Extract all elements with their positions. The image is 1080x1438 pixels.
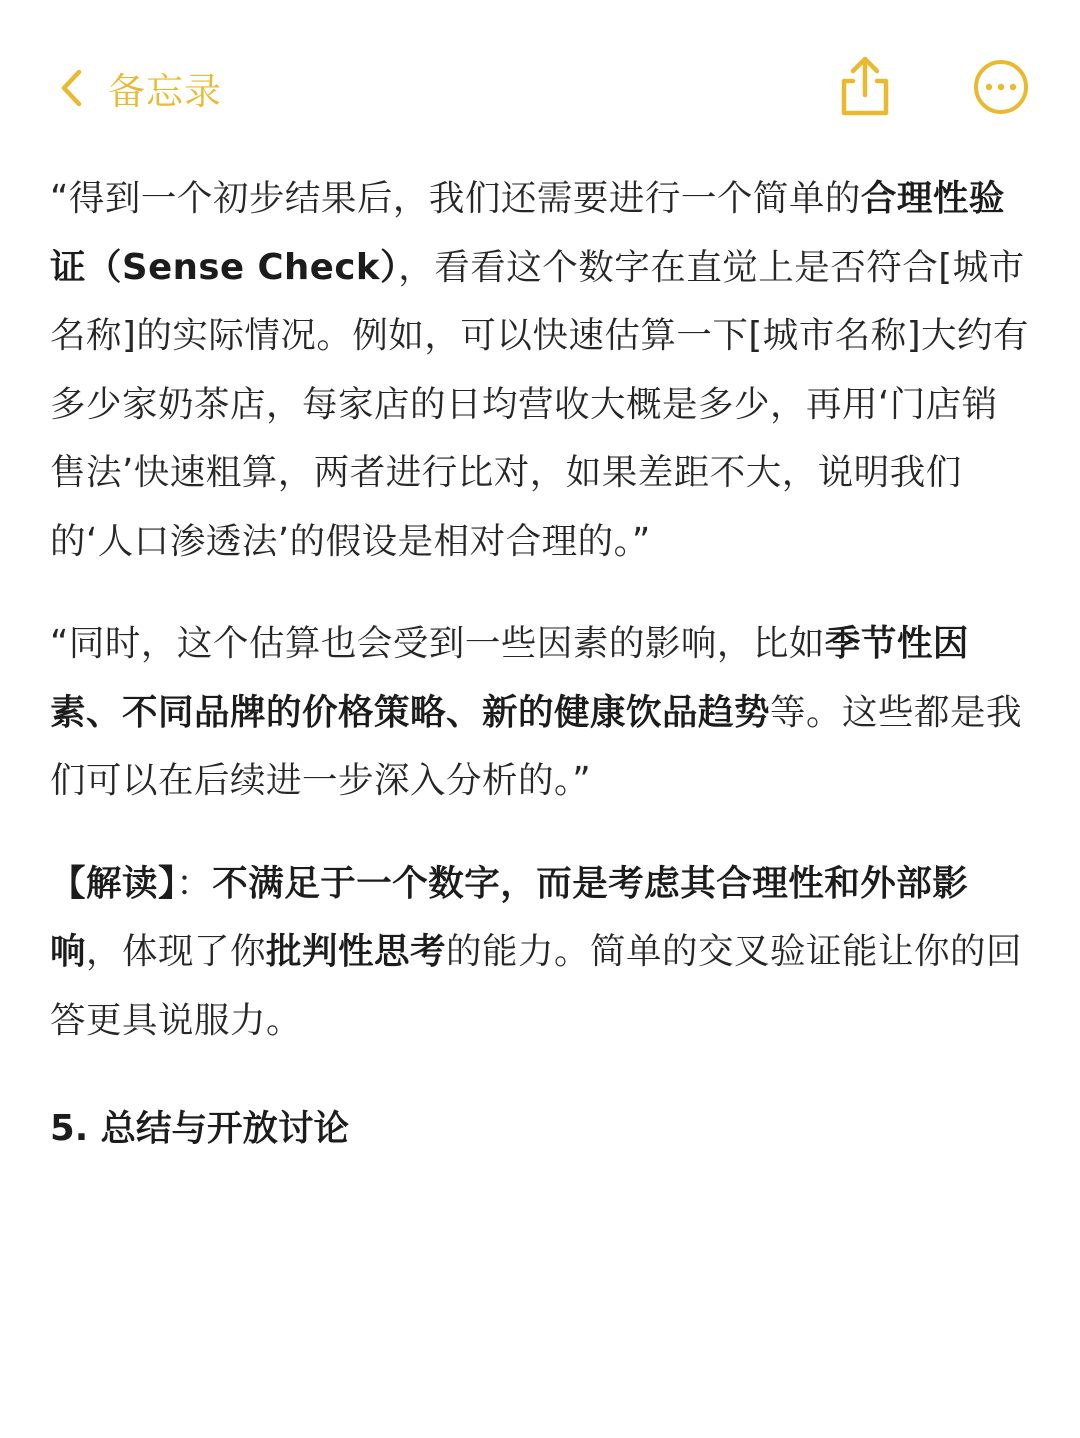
back-label: 备忘录 <box>108 70 222 113</box>
navigation-bar <box>0 0 1080 175</box>
bold-text-run: 合理性验证（Sense Check） <box>50 178 1005 288</box>
bold-text-run: 批判性思考 <box>266 931 447 972</box>
share-button[interactable] <box>836 55 894 117</box>
share-icon <box>836 102 894 121</box>
bold-text-run: 季节性因素、不同品牌的价格策略、新的健康饮品趋势 <box>50 623 969 733</box>
text-run: ，体现了你 <box>86 931 267 972</box>
bold-text-run: 【解读】 <box>50 862 177 904</box>
text-run: ： <box>176 862 213 904</box>
paragraph-influencing-factors <box>50 610 1030 816</box>
ellipsis-circle-icon <box>972 101 1030 120</box>
paragraph-interpretation <box>50 850 1030 1056</box>
back-button[interactable] <box>60 58 222 118</box>
bold-text-run: 不满足于一个数字，而是考虑其合理性和外部影响 <box>50 862 969 972</box>
chevron-left-icon <box>60 69 82 107</box>
section-heading: 5. 总结与开放讨论 <box>50 1108 350 1149</box>
text-run: 等。这些都是我们可以在后续进一步深入分析的。” <box>50 691 1023 801</box>
note-body[interactable] <box>50 165 1030 1164</box>
more-options-button[interactable] <box>972 58 1030 116</box>
text-run: “得到一个初步结果后，我们还需要进行一个简单的 <box>50 178 861 219</box>
paragraph-sense-check <box>50 165 1030 576</box>
text-run: “同时，这个估算也会受到一些因素的影响，比如 <box>50 623 825 664</box>
text-run: ，看看这个数字在直觉上是否符合[城市名称]的实际情况。例如，可以快速估算一下[城市名称]大约有多少家奶茶店，每家店的日均营收大概是多少，再用‘门店销售法’快速粗算，两者进行比对，如果差距不大，说明我们的‘人口渗透法’的假设是相对合理的。” <box>50 246 1030 562</box>
text-run: 的能力。简单的交叉验证能让你的回答更具说服力。 <box>50 931 1023 1041</box>
